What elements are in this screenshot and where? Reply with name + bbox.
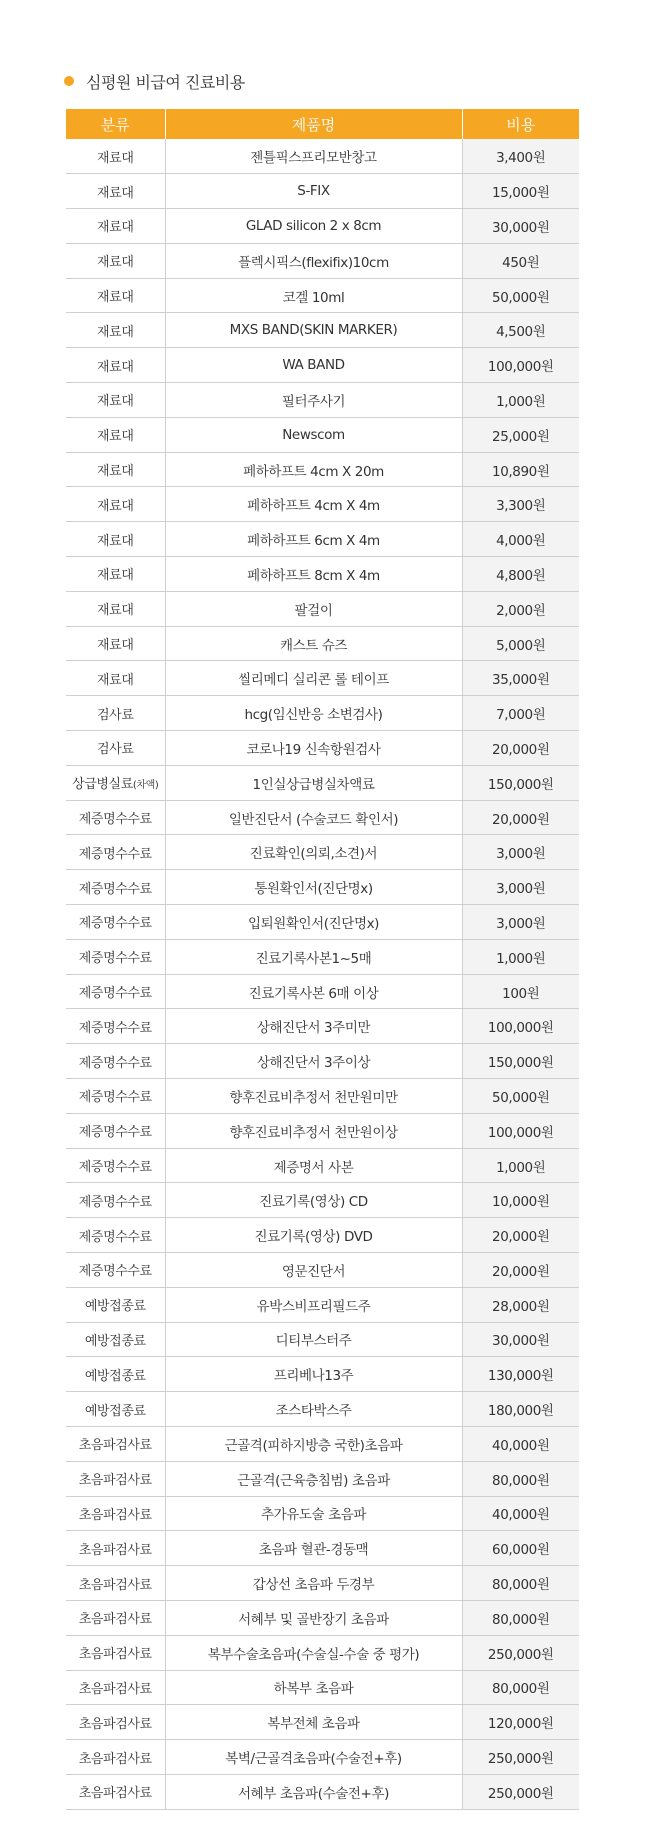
row-product: 복부전체 초음파 [165,1705,462,1740]
row-category: 제증명수수료 [66,800,165,835]
table-row [66,939,579,974]
row-category: 재료대 [66,626,165,661]
header-category: 분류 [66,109,165,139]
row-category: 제증명수수료 [66,939,165,974]
row-category: 재료대 [66,139,165,174]
row-product: 입퇴원확인서(진단명x) [165,905,462,940]
row-category: 재료대 [66,313,165,348]
row-price: 10,890원 [462,452,579,487]
row-product: 추가유도술 초음파 [165,1496,462,1531]
table-row [66,1461,579,1496]
row-product: S-FIX [165,174,462,209]
row-category: 재료대 [66,209,165,244]
row-product: 제증명서 사본 [165,1148,462,1183]
table-row [66,1079,579,1114]
row-category: 초음파검사료 [66,1600,165,1635]
row-price: 150,000원 [462,765,579,800]
table-row [66,591,579,626]
row-product: 캐스트 슈즈 [165,626,462,661]
row-product: 코로나19 신속항원검사 [165,731,462,766]
row-price: 40,000원 [462,1496,579,1531]
row-price: 100,000원 [462,1009,579,1044]
table-row [66,383,579,418]
row-price: 100,000원 [462,348,579,383]
row-category: 제증명수수료 [66,1218,165,1253]
table-row [66,765,579,800]
table-row [66,974,579,1009]
row-category: 제증명수수료 [66,1079,165,1114]
table-row [66,731,579,766]
table-row [66,557,579,592]
row-price: 60,000원 [462,1531,579,1566]
row-category: 제증명수수료 [66,835,165,870]
row-category: 재료대 [66,557,165,592]
table-row [66,1113,579,1148]
row-category: 제증명수수료 [66,1183,165,1218]
row-category: 재료대 [66,417,165,452]
row-category: 재료대 [66,348,165,383]
row-price: 80,000원 [462,1600,579,1635]
row-category: 제증명수수료 [66,870,165,905]
row-price: 30,000원 [462,209,579,244]
table-row [66,1287,579,1322]
table-row [66,835,579,870]
table-row [66,1426,579,1461]
section-heading [64,66,245,96]
table-row [66,1705,579,1740]
row-product: 플렉시픽스(flexifix)10cm [165,243,462,278]
row-category: 상급병실료(차액) [66,765,165,800]
row-price: 35,000원 [462,661,579,696]
row-price: 3,000원 [462,905,579,940]
row-price: 130,000원 [462,1357,579,1392]
row-product: 서혜부 및 골반장기 초음파 [165,1600,462,1635]
row-category: 제증명수수료 [66,1009,165,1044]
table-row [66,243,579,278]
row-product: 통원확인서(진단명x) [165,870,462,905]
row-product: 복부수술초음파(수술실-수술 중 평가) [165,1635,462,1670]
row-category: 초음파검사료 [66,1531,165,1566]
table-row [66,870,579,905]
table-row [66,1496,579,1531]
row-price: 5,000원 [462,626,579,661]
row-price: 180,000원 [462,1392,579,1427]
row-price: 20,000원 [462,1253,579,1288]
row-category: 재료대 [66,383,165,418]
category-suffix: (차액) [132,780,159,792]
row-price: 1,000원 [462,939,579,974]
row-price: 3,000원 [462,835,579,870]
row-product: 하복부 초음파 [165,1670,462,1705]
row-price: 15,000원 [462,174,579,209]
row-product: 페하하프트 6cm X 4m [165,522,462,557]
row-product: 진료기록사본 6매 이상 [165,974,462,1009]
row-category: 초음파검사료 [66,1635,165,1670]
row-category: 제증명수수료 [66,905,165,940]
row-price: 3,000원 [462,870,579,905]
table-row [66,1218,579,1253]
table-row [66,1148,579,1183]
row-category: 초음파검사료 [66,1740,165,1775]
row-category: 제증명수수료 [66,1253,165,1288]
row-price: 1,000원 [462,1148,579,1183]
table-row [66,1183,579,1218]
row-category: 예방접종료 [66,1287,165,1322]
row-price: 250,000원 [462,1635,579,1670]
row-product: 페하하프트 8cm X 4m [165,557,462,592]
row-category: 초음파검사료 [66,1670,165,1705]
row-product: 페하하프트 4cm X 4m [165,487,462,522]
row-product: 향후진료비추정서 천만원미만 [165,1079,462,1114]
row-price: 4,500원 [462,313,579,348]
row-price: 25,000원 [462,417,579,452]
row-product: 1인실상급병실차액료 [165,765,462,800]
row-price: 250,000원 [462,1774,579,1809]
row-price: 20,000원 [462,800,579,835]
row-product: 상해진단서 3주이상 [165,1044,462,1079]
table-row [66,1253,579,1288]
row-category: 재료대 [66,174,165,209]
row-price: 50,000원 [462,1079,579,1114]
header-product: 제품명 [165,109,462,139]
row-category: 초음파검사료 [66,1461,165,1496]
table-header [66,109,579,139]
row-product: GLAD silicon 2 x 8cm [165,209,462,244]
row-price: 2,000원 [462,591,579,626]
row-price: 450원 [462,243,579,278]
row-product: 향후진료비추정서 천만원이상 [165,1113,462,1148]
row-category: 검사료 [66,731,165,766]
header-price: 비용 [462,109,579,139]
row-product: 진료기록사본1~5매 [165,939,462,974]
row-product: 근골격(피하지방층 국한)초음파 [165,1426,462,1461]
row-product: 초음파 혈관-경동맥 [165,1531,462,1566]
table-row [66,174,579,209]
table-row [66,661,579,696]
row-category: 초음파검사료 [66,1774,165,1809]
table-row [66,1531,579,1566]
row-price: 10,000원 [462,1183,579,1218]
table-row [66,1740,579,1775]
row-product: 상해진단서 3주미만 [165,1009,462,1044]
row-category: 제증명수수료 [66,1113,165,1148]
row-product: 페하하프트 4cm X 20m [165,452,462,487]
row-category: 제증명수수료 [66,1148,165,1183]
table-row [66,1392,579,1427]
row-price: 120,000원 [462,1705,579,1740]
table-row [66,1357,579,1392]
table-row [66,800,579,835]
table-row [66,452,579,487]
row-category: 제증명수수료 [66,1044,165,1079]
row-category: 초음파검사료 [66,1566,165,1601]
row-price: 4,800원 [462,557,579,592]
row-price: 20,000원 [462,731,579,766]
row-price: 20,000원 [462,1218,579,1253]
row-product: 영문진단서 [165,1253,462,1288]
row-price: 50,000원 [462,278,579,313]
row-category: 예방접종료 [66,1322,165,1357]
row-price: 3,300원 [462,487,579,522]
row-price: 3,400원 [462,139,579,174]
row-product: 젠틀픽스프리모반창고 [165,139,462,174]
row-price: 30,000원 [462,1322,579,1357]
row-product: 진료확인(의뢰,소견)서 [165,835,462,870]
table-row [66,348,579,383]
row-category: 재료대 [66,661,165,696]
row-price: 7,000원 [462,696,579,731]
row-category: 검사료 [66,696,165,731]
table-row [66,1635,579,1670]
table-row [66,139,579,174]
table-row [66,417,579,452]
row-price: 80,000원 [462,1566,579,1601]
row-product: 유박스비프리필드주 [165,1287,462,1322]
row-category: 초음파검사료 [66,1705,165,1740]
row-category: 예방접종료 [66,1392,165,1427]
row-product: 진료기록(영상) CD [165,1183,462,1218]
row-category: 제증명수수료 [66,974,165,1009]
row-product: MXS BAND(SKIN MARKER) [165,313,462,348]
row-product: 필터주사기 [165,383,462,418]
row-price: 4,000원 [462,522,579,557]
row-product: 디티부스터주 [165,1322,462,1357]
row-category: 재료대 [66,487,165,522]
row-price: 40,000원 [462,1426,579,1461]
table-body [66,139,579,1809]
row-product: 복벽/근골격초음파(수술전+후) [165,1740,462,1775]
table-row [66,1670,579,1705]
table-row [66,1009,579,1044]
table-row [66,1774,579,1809]
row-product: 코겔 10ml [165,278,462,313]
table-row [66,278,579,313]
row-price: 100원 [462,974,579,1009]
row-category: 재료대 [66,243,165,278]
row-price: 28,000원 [462,1287,579,1322]
row-product: 근골격(근육층침범) 초음파 [165,1461,462,1496]
row-product: 씰리메디 실리콘 롤 테이프 [165,661,462,696]
row-price: 150,000원 [462,1044,579,1079]
row-product: 프리베나13주 [165,1357,462,1392]
table-row [66,1322,579,1357]
row-price: 80,000원 [462,1670,579,1705]
row-product: 진료기록(영상) DVD [165,1218,462,1253]
row-category: 초음파검사료 [66,1426,165,1461]
row-price: 100,000원 [462,1113,579,1148]
row-price: 1,000원 [462,383,579,418]
table-row [66,1600,579,1635]
row-product: 팔걸이 [165,591,462,626]
section-title: 심평원 비급여 진료비용 [86,72,245,92]
row-product: 갑상선 초음파 두경부 [165,1566,462,1601]
row-category: 재료대 [66,278,165,313]
row-product: 조스타박스주 [165,1392,462,1427]
table-row [66,1044,579,1079]
row-product: 서혜부 초음파(수술전+후) [165,1774,462,1809]
table-row [66,1566,579,1601]
row-category: 예방접종료 [66,1357,165,1392]
table-row [66,487,579,522]
table-row [66,626,579,661]
table-row [66,522,579,557]
row-category: 초음파검사료 [66,1496,165,1531]
row-category: 재료대 [66,452,165,487]
table-row [66,209,579,244]
row-category: 재료대 [66,591,165,626]
bullet-dot-icon [64,76,74,86]
row-product: Newscom [165,417,462,452]
row-price: 80,000원 [462,1461,579,1496]
table-row [66,905,579,940]
fee-table [66,109,579,1810]
table-row [66,313,579,348]
row-product: 일반진단서 (수술코드 확인서) [165,800,462,835]
row-product: WA BAND [165,348,462,383]
table-row [66,696,579,731]
row-category: 재료대 [66,522,165,557]
row-product: hcg(임신반응 소변검사) [165,696,462,731]
row-price: 250,000원 [462,1740,579,1775]
